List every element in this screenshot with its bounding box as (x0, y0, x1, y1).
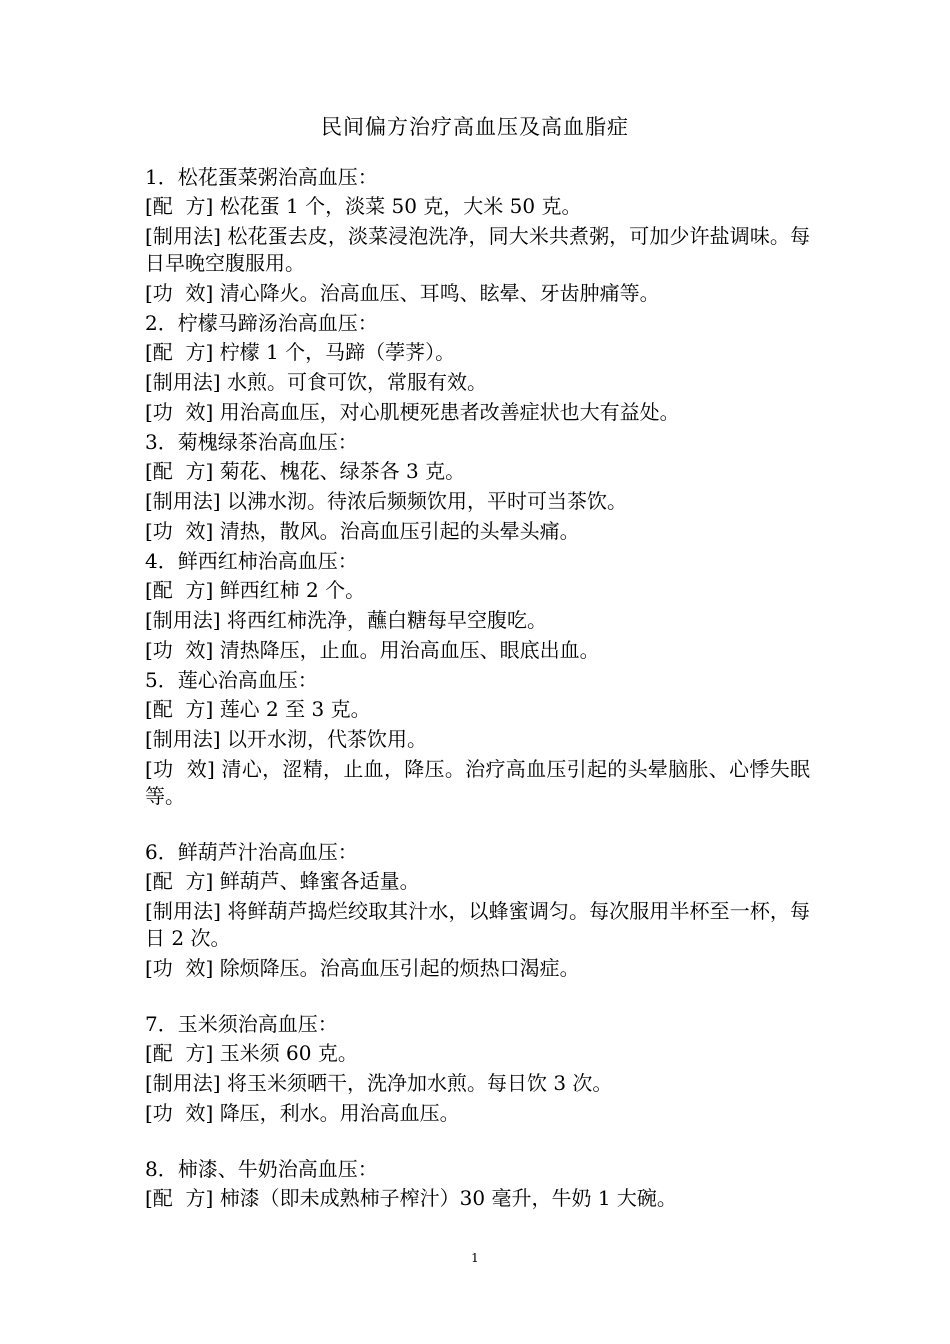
remedy-effect (145, 756, 810, 810)
effect-label: [功 效] (145, 1101, 214, 1125)
remedy-method (145, 898, 810, 952)
remedy-item-3 (145, 429, 810, 545)
effect-label: [功 效] (145, 956, 214, 980)
formula-text: 玉米须 60 克。 (219, 1041, 358, 1065)
effect-text: 清热，散风。治高血压引起的头晕头痛。 (219, 519, 580, 543)
remedy-heading: 3．菊槐绿茶治高血压： (145, 430, 358, 454)
remedy-item-6 (145, 839, 810, 982)
remedy-method (145, 488, 810, 515)
remedy-formula (145, 339, 810, 366)
remedy-formula (145, 1185, 810, 1212)
remedy-heading: 8．柿漆、牛奶治高血压： (145, 1157, 378, 1181)
remedy-formula (145, 458, 810, 485)
formula-text: 松花蛋 1 个，淡菜 50 克，大米 50 克。 (219, 194, 582, 218)
remedy-formula (145, 868, 810, 895)
formula-label: [配 方] (145, 340, 214, 364)
remedy-heading: 4．鲜西红柿治高血压： (145, 549, 358, 573)
method-text: 将西红柿洗净，蘸白糖每早空腹吃。 (226, 608, 547, 632)
paragraph-gap (145, 1130, 810, 1156)
remedy-formula (145, 193, 810, 220)
effect-text: 清心，涩精，止血，降压。治疗高血压引起的头晕脑胀、心悸失眠等。 (145, 757, 811, 808)
remedy-effect (145, 1100, 810, 1127)
formula-label: [配 方] (145, 194, 214, 218)
document-body (145, 164, 810, 1215)
remedy-method (145, 1070, 810, 1097)
remedy-heading: 1．松花蛋菜粥治高血压： (145, 165, 378, 189)
remedy-item-5 (145, 667, 810, 810)
remedy-item-1 (145, 164, 810, 307)
method-text: 将玉米须晒干，洗净加水煎。每日饮 3 次。 (226, 1071, 613, 1095)
remedy-formula (145, 577, 810, 604)
method-label: [制用法] (145, 727, 221, 751)
remedy-heading: 7．玉米须治高血压： (145, 1012, 338, 1036)
page-number: 1 (471, 1251, 479, 1265)
method-label: [制用法] (145, 1071, 221, 1095)
formula-label: [配 方] (145, 697, 214, 721)
remedy-method (145, 726, 810, 753)
method-text: 以开水沏，代茶饮用。 (226, 727, 427, 751)
remedy-effect (145, 637, 810, 664)
method-text: 以沸水沏。待浓后频频饮用，平时可当茶饮。 (226, 489, 627, 513)
formula-text: 柿漆（即未成熟柿子榨汁）30 毫升，牛奶 1 大碗。 (219, 1186, 677, 1210)
method-text: 将鲜葫芦捣烂绞取其汁水，以蜂蜜调匀。每次服用半杯至一杯，每日 2 次。 (145, 899, 811, 950)
effect-text: 用治高血压，对心肌梗死患者改善症状也大有益处。 (219, 400, 680, 424)
effect-text: 清心降火。治高血压、耳鸣、眩晕、牙齿肿痛等。 (219, 281, 660, 305)
document-title: 民间偏方治疗高血压及高血脂症 (321, 115, 629, 139)
remedy-item-7 (145, 1011, 810, 1127)
remedy-heading: 6．鲜葫芦汁治高血压： (145, 840, 358, 864)
formula-label: [配 方] (145, 1041, 214, 1065)
effect-text: 清热降压，止血。用治高血压、眼底出血。 (219, 638, 600, 662)
effect-label: [功 效] (145, 757, 215, 781)
formula-text: 鲜西红柿 2 个。 (219, 578, 366, 602)
formula-text: 莲心 2 至 3 克。 (219, 697, 371, 721)
remedy-heading: 2．柠檬马蹄汤治高血压： (145, 311, 378, 335)
paragraph-gap (145, 985, 810, 1011)
remedy-item-4 (145, 548, 810, 664)
remedy-method (145, 607, 810, 634)
method-label: [制用法] (145, 489, 221, 513)
formula-label: [配 方] (145, 578, 214, 602)
remedy-formula (145, 696, 810, 723)
formula-text: 鲜葫芦、蜂蜜各适量。 (219, 869, 420, 893)
effect-label: [功 效] (145, 400, 214, 424)
remedy-effect (145, 399, 810, 426)
remedy-item-8 (145, 1156, 810, 1212)
remedy-method (145, 369, 810, 396)
method-label: [制用法] (145, 224, 221, 248)
method-label: [制用法] (145, 899, 221, 923)
formula-text: 柠檬 1 个，马蹄（荸荠）。 (219, 340, 456, 364)
method-text: 松花蛋去皮，淡菜浸泡洗净，同大米共煮粥，可加少许盐调味。每日早晚空腹服用。 (145, 224, 811, 275)
formula-text: 菊花、槐花、绿茶各 3 克。 (219, 459, 466, 483)
remedy-effect (145, 518, 810, 545)
remedy-heading: 5．莲心治高血压： (145, 668, 318, 692)
remedy-item-2 (145, 310, 810, 426)
method-text: 水煎。可食可饮，常服有效。 (226, 370, 487, 394)
formula-label: [配 方] (145, 459, 214, 483)
effect-label: [功 效] (145, 519, 214, 543)
effect-label: [功 效] (145, 281, 214, 305)
method-label: [制用法] (145, 370, 221, 394)
paragraph-gap (145, 813, 810, 839)
remedy-method (145, 223, 810, 277)
effect-text: 降压，利水。用治高血压。 (219, 1101, 460, 1125)
formula-label: [配 方] (145, 869, 214, 893)
effect-label: [功 效] (145, 638, 214, 662)
formula-label: [配 方] (145, 1186, 214, 1210)
method-label: [制用法] (145, 608, 221, 632)
remedy-effect (145, 280, 810, 307)
remedy-formula (145, 1040, 810, 1067)
remedy-effect (145, 955, 810, 982)
effect-text: 除烦降压。治高血压引起的烦热口渴症。 (219, 956, 580, 980)
